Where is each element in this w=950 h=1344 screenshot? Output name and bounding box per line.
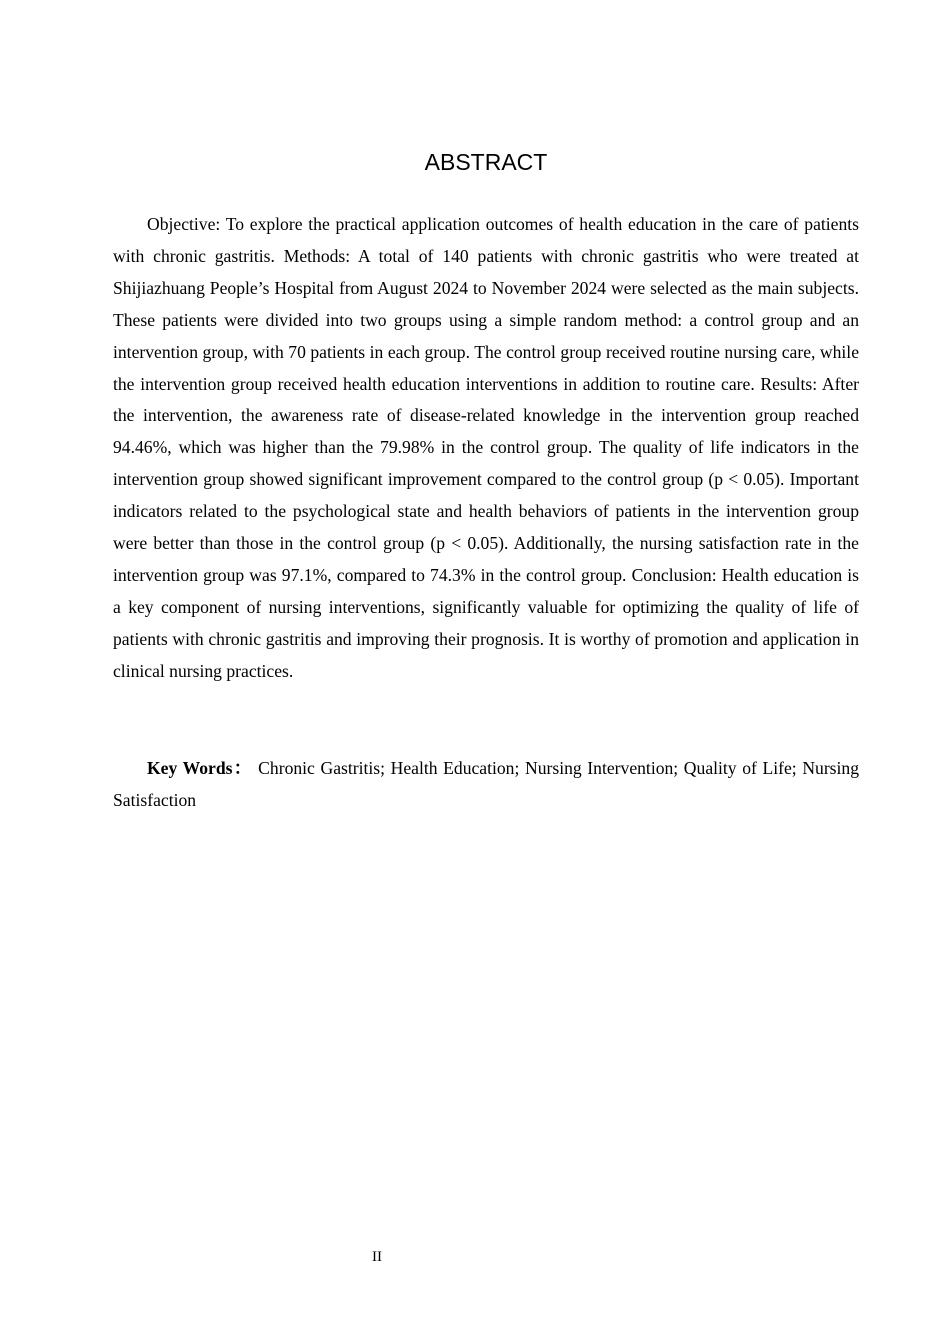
abstract-title: ABSTRACT [424,149,548,175]
keywords-label: Key Words： [147,758,253,778]
keywords-text: Chronic Gastritis; Health Education; Nursing Intervention; Quality of Life; Nursing Satisfaction [113,758,860,810]
abstract-body-paragraph: Objective: To explore the practical application outcomes of health education in the care of patients with chronic gastritis. Methods: A total of 140 patients with chronic gastritis who were treated at Shijiazhuang People’s Hospital from August 2024 to November 2024 were selected as the main subjects. These patients were divided into two groups using a simple random method: a control group and an intervention group, with 70 patients in each group. The control group received routine nursing care, while the intervention group received health education interventions in addition to routine care. Results: After the intervention, the awareness rate of disease-related knowledge in the intervention group reached 94.46%, which was higher than the 79.98% in the control group. The quality of life indicators in the intervention group showed significant improvement compared to the control group (p < 0.05). Important indicators related to the psychological state and health behaviors of patients in the intervention group were better than those in the control group (p < 0.05). Additionally, the nursing satisfaction rate in the intervention group was 97.1%, compared to 74.3% in the control group. Conclusion: Health education is a key component of nursing interventions, significantly valuable for optimizing the quality of life of patients with chronic gastritis and improving their prognosis. It is worthy of promotion and application in clinical nursing practices. [113,214,859,681]
keywords-paragraph [113,753,859,816]
page-number: II [372,1249,382,1265]
